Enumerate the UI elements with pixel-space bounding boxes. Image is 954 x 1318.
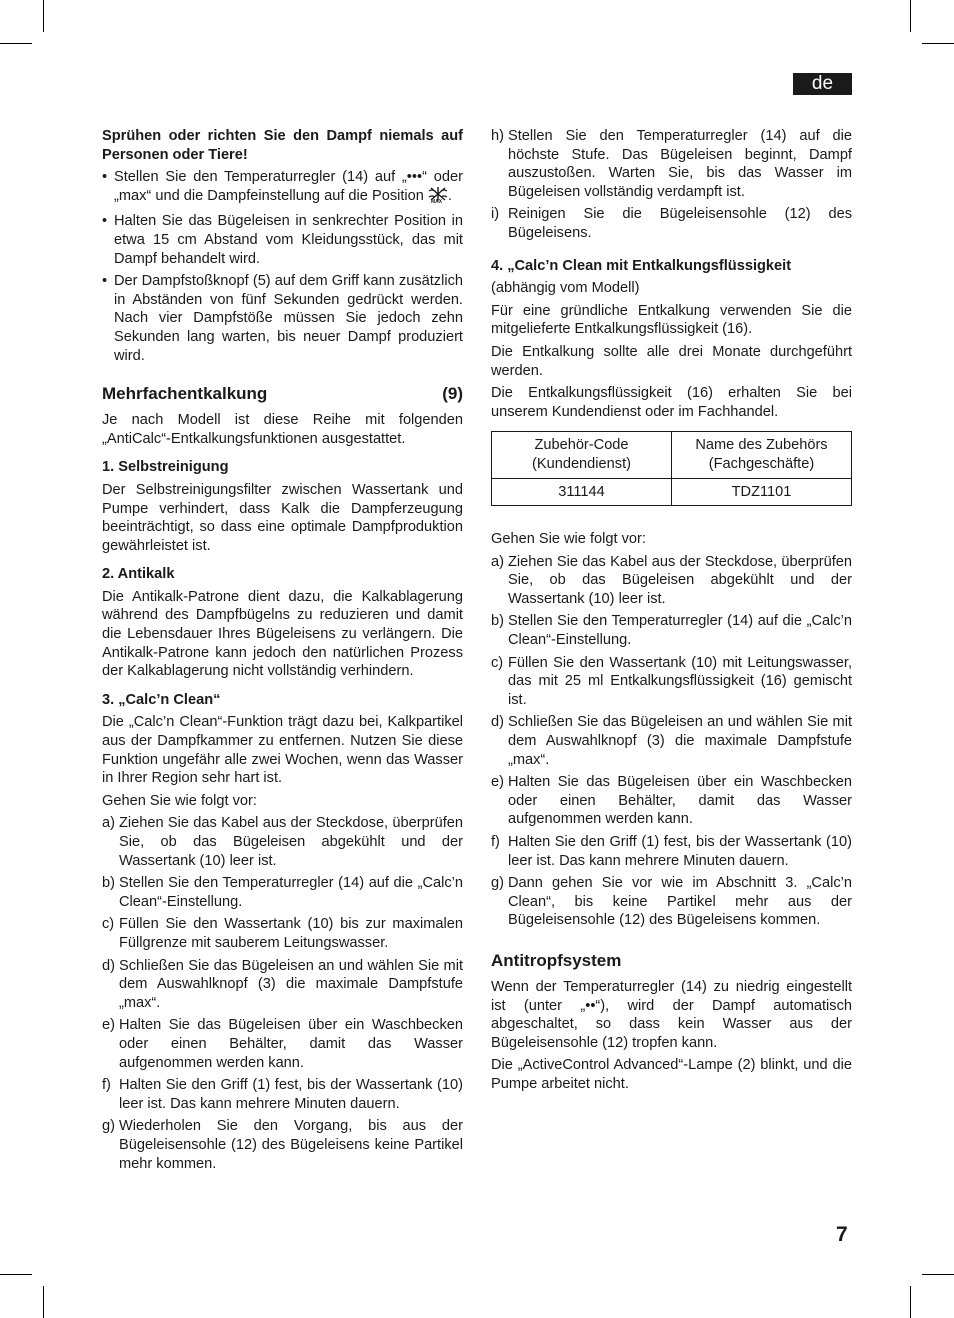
step-item: g) Dann gehen Sie vor wie im Abschnitt 3. „Calc’n Clean“, bis keine Partikel mehr aus der Bügeleisensohle (12) des Bügeleisens kommen. [491, 875, 852, 929]
crop-mark [43, 1286, 44, 1318]
bullet-item: • Stellen Sie den Temperaturregler (14) auf „•••“ oder „max“ und die Dampfeinstellung auf die Position MAX . [102, 168, 463, 208]
table-header-row [492, 432, 852, 478]
step-item: e) Halten Sie das Bügeleisen über ein Waschbecken oder einen Behälter, damit das Wasser aufgenommen werden kann. [491, 774, 852, 828]
crop-mark [0, 43, 32, 44]
crop-mark [0, 1274, 32, 1275]
figure-reference: (9) [442, 384, 463, 404]
procedure-steps [102, 814, 463, 1173]
subsection-heading: 1. Selbstreinigung [102, 459, 229, 476]
language-badge: de [793, 73, 852, 95]
subsection-heading: 2. Antikalk [102, 566, 175, 583]
bullet-item: • Halten Sie das Bügeleisen in senkrechter Position in etwa 15 cm Abstand vom Kleidungsstück, das mit Dampf behandelt wird. [102, 212, 463, 268]
step-item: d) Schließen Sie das Bügeleisen an und wählen Sie mit dem Auswahlknopf (3) die maximale Dampfstufe „max“. [102, 957, 463, 1011]
step-item: c) Füllen Sie den Wassertank (10) mit Leitungswasser, das mit 25 ml Entkalkungsflüssigkeit (16) gemischt ist. [491, 654, 852, 708]
step-item: c) Füllen Sie den Wassertank (10) bis zur maximalen Füllgrenze mit sauberem Leitungswasser. [102, 916, 463, 951]
table-row [492, 478, 852, 506]
accessory-table [491, 431, 852, 506]
procedure-steps-continued [491, 127, 852, 243]
procedure-intro: Gehen Sie wie folgt vor: [102, 792, 257, 809]
crop-mark [43, 0, 44, 32]
steam-max-icon [428, 187, 448, 209]
crop-mark [910, 1286, 911, 1318]
page-number: 7 [836, 1223, 848, 1246]
step-item: f) Halten Sie den Griff (1) fest, bis der Wassertank (10) leer ist. Das kann mehrere Minuten dauern. [491, 834, 852, 869]
crop-mark [922, 1274, 954, 1275]
section-heading: Antitropfsystem [491, 950, 622, 970]
crop-mark [922, 43, 954, 44]
subsection-heading: 3. „Calc’n Clean“ [102, 691, 221, 708]
crop-mark [910, 0, 911, 32]
svg-text:MAX: MAX [430, 198, 443, 203]
table-header-cell: Name des Zubehörs (Fachgeschäfte) [672, 432, 852, 478]
model-note: (abhängig vom Modell) [491, 280, 640, 297]
section-intro: Je nach Modell ist diese Reihe mit folgenden „AntiCalc“-Entkalkungsfunktionen ausgestattet. [102, 412, 463, 447]
table-header-cell: Zubehör-Code (Kundendienst) [492, 432, 672, 478]
step-item: g) Wiederholen Sie den Vorgang, bis aus der Bügeleisensohle (12) des Bügeleisens keine Partikel mehr kommen. [102, 1118, 463, 1172]
step-item: b) Stellen Sie den Temperaturregler (14) auf die „Calc’n Clean“-Einstellung. [102, 875, 463, 910]
subsection-heading: 4. „Calc’n Clean mit Entkalkungsflüssigkeit [491, 257, 792, 274]
paragraph: Der Selbstreinigungsfilter zwischen Wassertank und Pumpe verhindert, dass Kalk die Dampferzeugung beeinträchtigt, so dass eine optimale Dampfproduktion gewährleistet ist. [102, 481, 463, 554]
step-item: b) Stellen Sie den Temperaturregler (14) auf die „Calc’n Clean“-Einstellung. [491, 613, 852, 649]
table-cell: 311144 [492, 478, 672, 506]
paragraph: Die „ActiveControl Advanced“-Lampe (2) blinkt, und die Pumpe arbeitet nicht. [491, 1057, 852, 1092]
step-item: e) Halten Sie das Bügeleisen über ein Waschbecken oder einen Behälter, damit das Wasser aufgenommen werden kann. [102, 1017, 463, 1071]
right-column [491, 127, 852, 1098]
bullet-item: • Der Dampfstoßknopf (5) auf dem Griff kann zusätzlich in Abständen von fünf Sekunden gedrückt werden. Nach vier Dampfstöße müssen Sie jedoch zehn Sekunden lang warten, bis neuer Dampf produziert wird. [102, 272, 463, 365]
step-item: i) Reinigen Sie die Bügeleisensohle (12) des Bügeleisens. [491, 206, 852, 241]
paragraph: Wenn der Temperaturregler (14) zu niedrig eingestellt ist (unter „••“), wird der Dampf automatisch abgeschaltet, so dass kein Wasser aus der Bügeleisensohle (12) tropfen kann. [491, 978, 852, 1051]
step-item: d) Schließen Sie das Bügeleisen an und wählen Sie mit dem Auswahlknopf (3) die maximale Dampfstufe „max“. [491, 714, 852, 768]
paragraph: Die Antikalk-Patrone dient dazu, die Kalkablagerung während des Dampfbügelns zu reduzieren und damit die Lebensdauer Ihres Bügeleisens zu verlängern. Die Antikalk-Patrone kann jedoch den natürlichen Prozess der Kalkablagerung nicht vollständig verhindern. [102, 588, 463, 680]
paragraph: Die „Calc’n Clean“-Funktion trägt dazu bei, Kalkpartikel aus der Dampfkammer zu entfernen. Nutzen Sie diese Funktion ungefähr alle zwei Wochen, wenn das Wasser in Ihrer Region sehr hart ist. [102, 714, 463, 787]
procedure-intro: Gehen Sie wie folgt vor: [491, 531, 646, 548]
step-item: a) Ziehen Sie das Kabel aus der Steckdose, überprüfen Sie, ob das Bügeleisen abgekühlt und der Wassertank (10) leer ist. [491, 553, 852, 607]
steam-bullet-list [102, 168, 463, 365]
paragraph: Für eine gründliche Entkalkung verwenden Sie die mitgelieferte Entkalkungsflüssigkeit (16). [491, 302, 852, 338]
section-heading: Mehrfachentkalkung (9) [102, 384, 463, 404]
step-item: f) Halten Sie den Griff (1) fest, bis der Wassertank (10) leer ist. Das kann mehrere Minuten dauern. [102, 1077, 463, 1112]
step-item: h) Stellen Sie den Temperaturregler (14) auf die höchste Stufe. Das Bügeleisen beginnt, Dampf auszustoßen. Warten Sie, bis das Wasser im Bügeleisen vollständig verdampft ist. [491, 128, 852, 200]
warning-text: Sprühen oder richten Sie den Dampf niemals auf Personen oder Tiere! [102, 128, 463, 163]
paragraph: Die Entkalkungsflüssigkeit (16) erhalten Sie bei unserem Kundendienst oder im Fachhandel. [491, 385, 852, 420]
step-item: a) Ziehen Sie das Kabel aus der Steckdose, überprüfen Sie, ob das Bügeleisen abgekühlt und der Wassertank (10) leer ist. [102, 815, 463, 869]
paragraph: Die Entkalkung sollte alle drei Monate durchgeführt werden. [491, 343, 852, 379]
left-column [102, 127, 463, 1177]
table-cell: TDZ1101 [672, 478, 852, 506]
procedure-steps [491, 553, 852, 930]
